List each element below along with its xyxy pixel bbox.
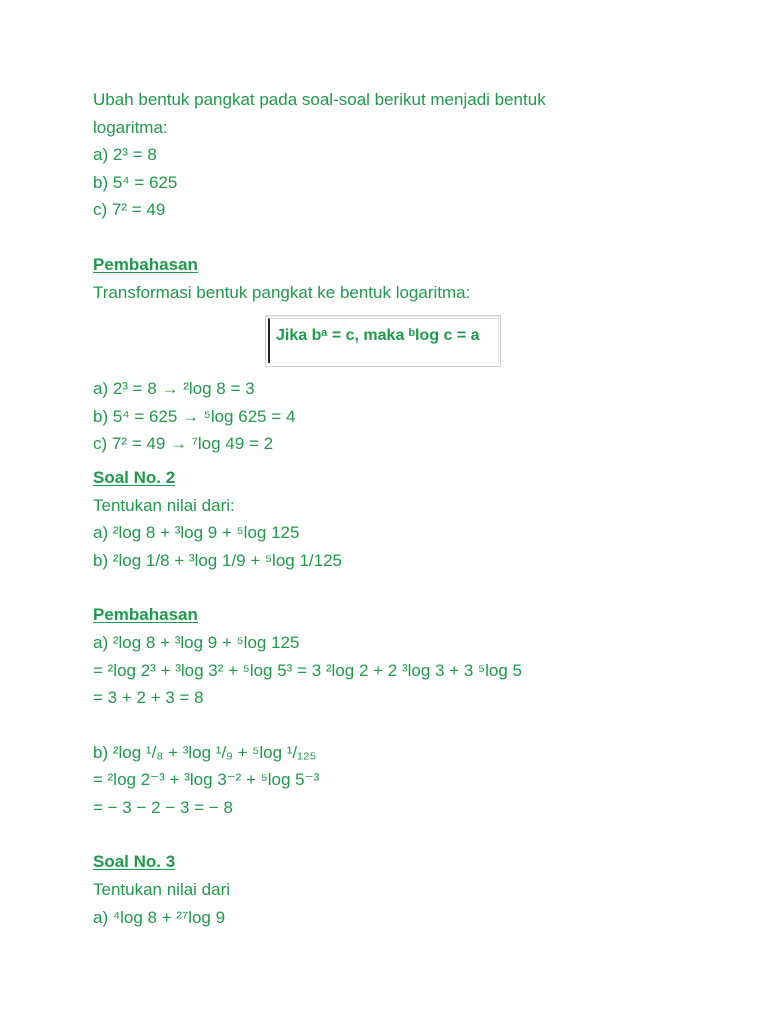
intro-item-b: b) 5⁴ = 625 — [93, 172, 178, 192]
document-page — [93, 86, 703, 931]
formula-box — [265, 315, 501, 367]
soal-2-heading: Soal No. 2 — [93, 467, 176, 487]
formula-box-inner — [268, 318, 499, 363]
soal-3-item-a: a) ⁴log 8 + ²⁷log 9 — [93, 907, 226, 927]
pembahasan-2-a-line-2: = ²log 2³ + ³log 3² + ⁵log 5³ = 3 ²log 2 + 2 ³log 3 + 3 ⁵log 5 — [93, 660, 522, 680]
spacer — [93, 224, 703, 251]
pembahasan-2-b-line-3: = − 3 − 2 − 3 = − 8 — [93, 797, 233, 817]
pembahasan-2-a-line-3: = 3 + 2 + 3 = 8 — [93, 688, 204, 708]
soal-2-item-b: b) ²log 1/8 + ³log 1/9 + ⁵log 1/125 — [93, 550, 342, 570]
soal-2-text: Tentukan nilai dari: — [93, 495, 235, 515]
spacer — [93, 574, 703, 601]
soal-3-heading: Soal No. 3 — [93, 852, 176, 872]
pembahasan-2-heading: Pembahasan — [93, 605, 198, 625]
pembahasan-2-b-line-1: b) ²log ¹/₈ + ³log ¹/₉ + ⁵log ¹/₁₂₅ — [93, 742, 317, 762]
pembahasan-2-b-line-2: = ²log 2⁻³ + ³log 3⁻² + ⁵log 5⁻³ — [93, 770, 320, 790]
pembahasan-1-text: Transformasi bentuk pangkat ke bentuk logaritma: — [93, 282, 471, 302]
spacer — [93, 821, 703, 848]
intro-instruction-line-2: logaritma: — [93, 117, 168, 137]
soal-2-item-a: a) ²log 8 + ³log 9 + ⁵log 125 — [93, 523, 300, 543]
intro-item-c: c) 7² = 49 — [93, 200, 166, 220]
pembahasan-1-item-a: a) 2³ = 8 → ²log 8 = 3 — [93, 379, 255, 399]
intro-item-a: a) 2³ = 8 — [93, 145, 157, 165]
intro-instruction-line-1: Ubah bentuk pangkat pada soal-soal berikut menjadi bentuk — [93, 90, 546, 109]
pembahasan-1-item-b: b) 5⁴ = 625 → ⁵log 625 = 4 — [93, 406, 296, 426]
pembahasan-2-a-line-1: a) ²log 8 + ³log 9 + ⁵log 125 — [93, 632, 300, 652]
pembahasan-1-item-c: c) 7² = 49 → ⁷log 49 = 2 — [93, 434, 274, 454]
pembahasan-1-heading: Pembahasan — [93, 254, 198, 274]
soal-3-text: Tentukan nilai dari — [93, 880, 231, 900]
spacer — [93, 712, 703, 739]
formula-text: Jika bᵃ = c, maka ᵇlog c = a — [276, 327, 480, 345]
